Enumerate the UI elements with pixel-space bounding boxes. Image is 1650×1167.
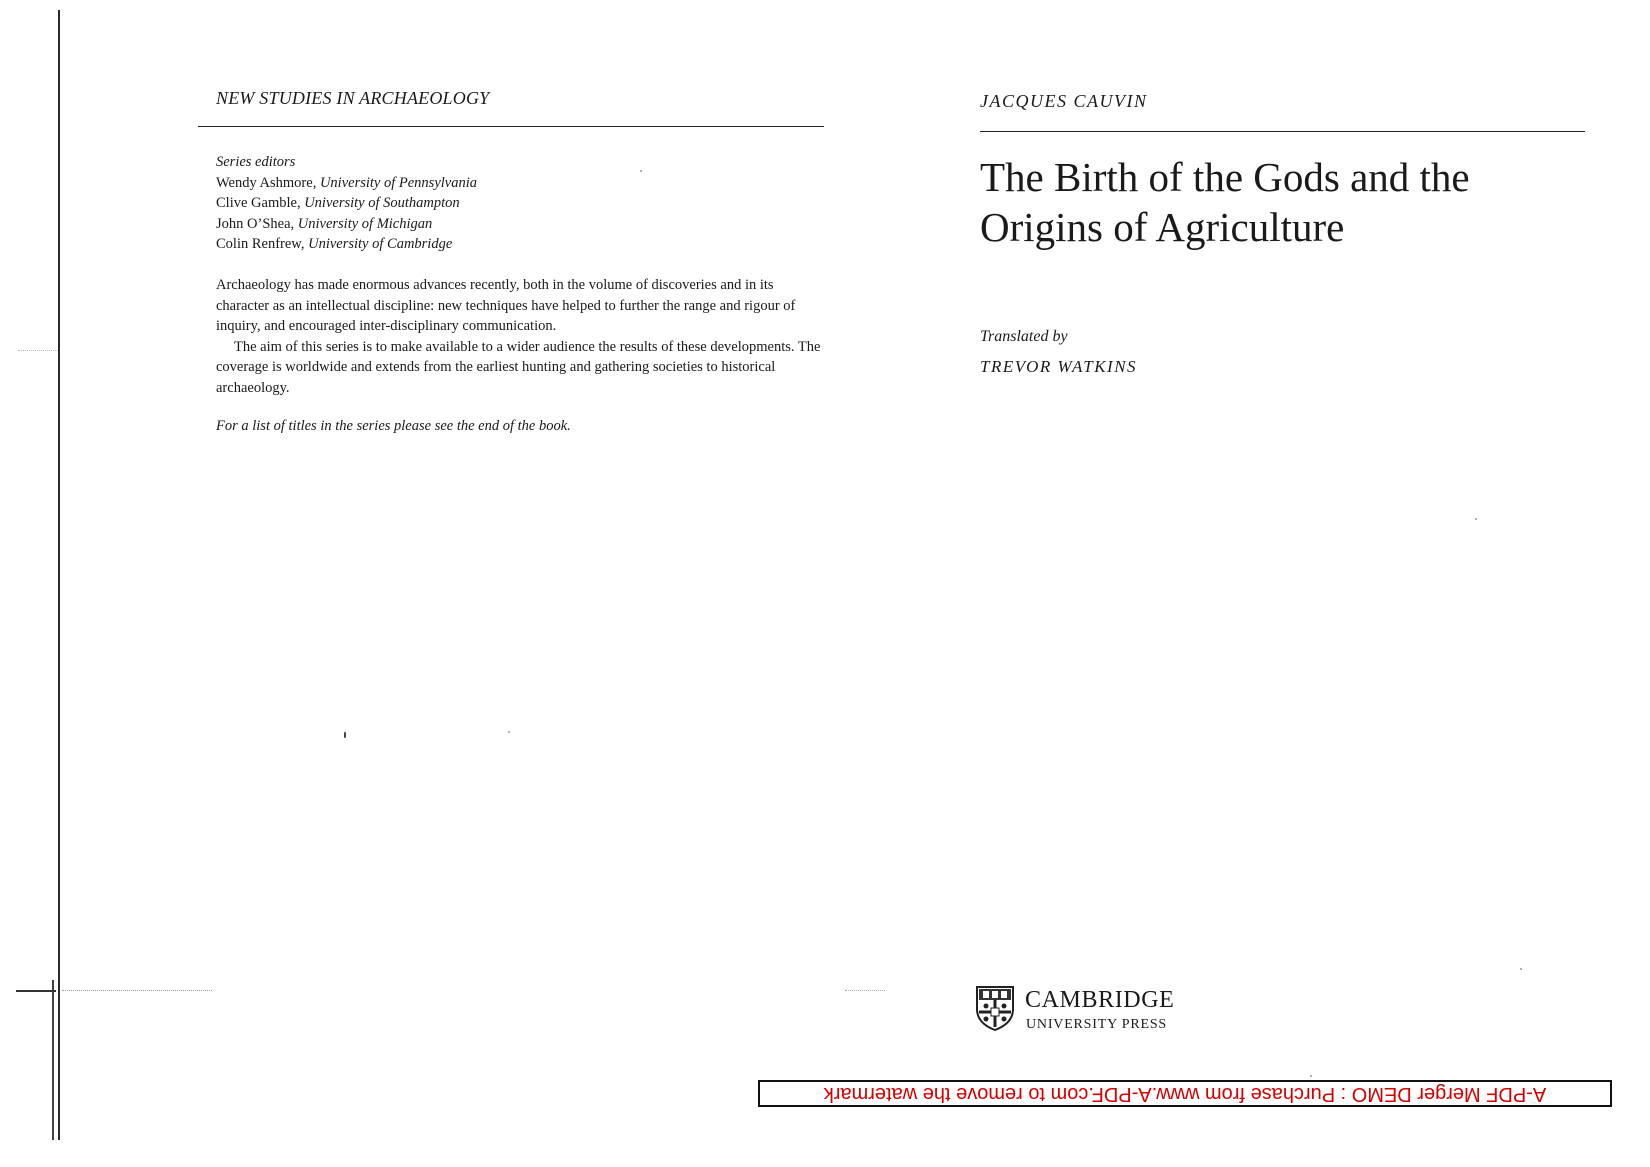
editor-affiliation: University of Southampton (304, 195, 460, 211)
series-description (216, 275, 826, 398)
editor-line (216, 173, 477, 194)
author-name: JACQUES CAUVIN (980, 91, 1148, 111)
editor-line (216, 193, 477, 214)
watermark-text: A-PDF Merger DEMO : Purchase from www.A-PDF.com to remove the watermark (823, 1083, 1547, 1105)
header-rule-left (198, 126, 824, 127)
editor-line (216, 234, 477, 255)
scan-speck (508, 731, 510, 733)
titles-note: For a list of titles in the series please see the end of the book. (216, 418, 571, 434)
book-title-line: Origins of Agriculture (980, 204, 1345, 250)
crop-mark-dotted-right (845, 990, 885, 991)
editor-name: John O’Shea, (216, 215, 298, 232)
scan-speck (1475, 518, 1477, 520)
translated-by-label: Translated by (980, 328, 1068, 345)
description-paragraph: The aim of this series is to make available to a wider audience the results of these developments. The coverage is worldwide and extends from the earliest hunting and gathering societies to historical archaeology. (216, 338, 821, 396)
editor-affiliation: University of Michigan (297, 215, 433, 232)
description-paragraph: Archaeology has made enormous advances recently, both in the volume of discoveries and in its character as an intellectual discipline: new techniques have helped to further the range and rigour of inquiry, and encouraged inter-disciplinary communication. (216, 277, 796, 334)
editor-affiliation: University of Pennsylvania (319, 174, 477, 191)
scan-speck (640, 170, 642, 172)
scan-speck (1310, 1075, 1312, 1077)
editor-name: Clive Gamble, (216, 195, 305, 211)
publisher-press: UNIVERSITY PRESS (1026, 1017, 1168, 1032)
book-title (980, 152, 1580, 252)
editor-name: Wendy Ashmore, (216, 174, 320, 191)
series-title: NEW STUDIES IN ARCHAEOLOGY (216, 88, 490, 108)
translator-name: TREVOR WATKINS (980, 357, 1138, 376)
publisher-name: CAMBRIDGE (1025, 987, 1175, 1013)
editor-line (216, 214, 477, 235)
book-title-line: The Birth of the Gods and the (980, 154, 1470, 200)
editor-affiliation: University of Cambridge (308, 236, 453, 252)
editors-label: Series editors (216, 154, 296, 170)
series-editors (216, 152, 477, 255)
editor-name: Colin Renfrew, (216, 236, 309, 252)
scan-speck (344, 732, 346, 738)
cambridge-shield-icon (975, 985, 1015, 1031)
scan-speck (1520, 968, 1522, 970)
header-rule-right (980, 131, 1585, 132)
demo-watermark (758, 1080, 1612, 1107)
